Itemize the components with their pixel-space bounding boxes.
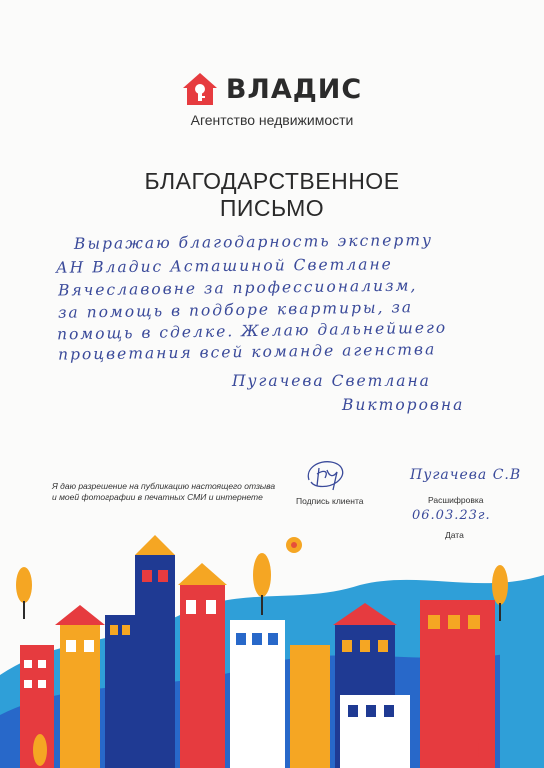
author-name-line-1: Пугачева Светлана bbox=[232, 372, 431, 390]
brand-tagline: Агентство недвижимости bbox=[190, 112, 354, 128]
handwritten-line: Вячеславовне за профессионализм, bbox=[57, 276, 418, 300]
decoding-label: Расшифровка bbox=[428, 495, 484, 505]
handwritten-line: АН Владис Асташиной Светлане bbox=[55, 255, 393, 277]
consent-line-2: и моей фотографии в печатных СМИ и интернете bbox=[52, 492, 263, 502]
handwritten-line: помощь в сделке. Желаю дальнейшего bbox=[56, 318, 448, 344]
date-value: 06.03.23г. bbox=[412, 508, 491, 523]
brand-logo bbox=[0, 72, 544, 106]
signature-mark-icon bbox=[303, 458, 349, 492]
handwritten-line: Выражаю благодарность эксперту bbox=[73, 231, 434, 253]
title-line-1: БЛАГОДАРСТВЕННОЕ bbox=[144, 168, 400, 194]
client-signature-label: Подпись клиента bbox=[296, 496, 364, 506]
title-line-2: ПИСЬМО bbox=[219, 195, 325, 221]
date-label: Дата bbox=[445, 530, 464, 540]
house-key-icon bbox=[182, 72, 218, 106]
handwritten-line: процветания всей команде агенства bbox=[57, 340, 437, 364]
city-illustration bbox=[0, 525, 544, 768]
brand-name: ВЛАДИС bbox=[225, 73, 363, 105]
author-name-line-2: Викторовна bbox=[342, 396, 465, 414]
handwritten-line: за помощь в подборе квартиры, за bbox=[57, 298, 414, 322]
consent-line-1: Я даю разрешение на публикацию настоящего отзыва bbox=[52, 481, 276, 491]
letter-title bbox=[0, 168, 544, 222]
publication-consent bbox=[52, 481, 275, 503]
decoding-value: Пугачева С.В bbox=[410, 467, 522, 483]
